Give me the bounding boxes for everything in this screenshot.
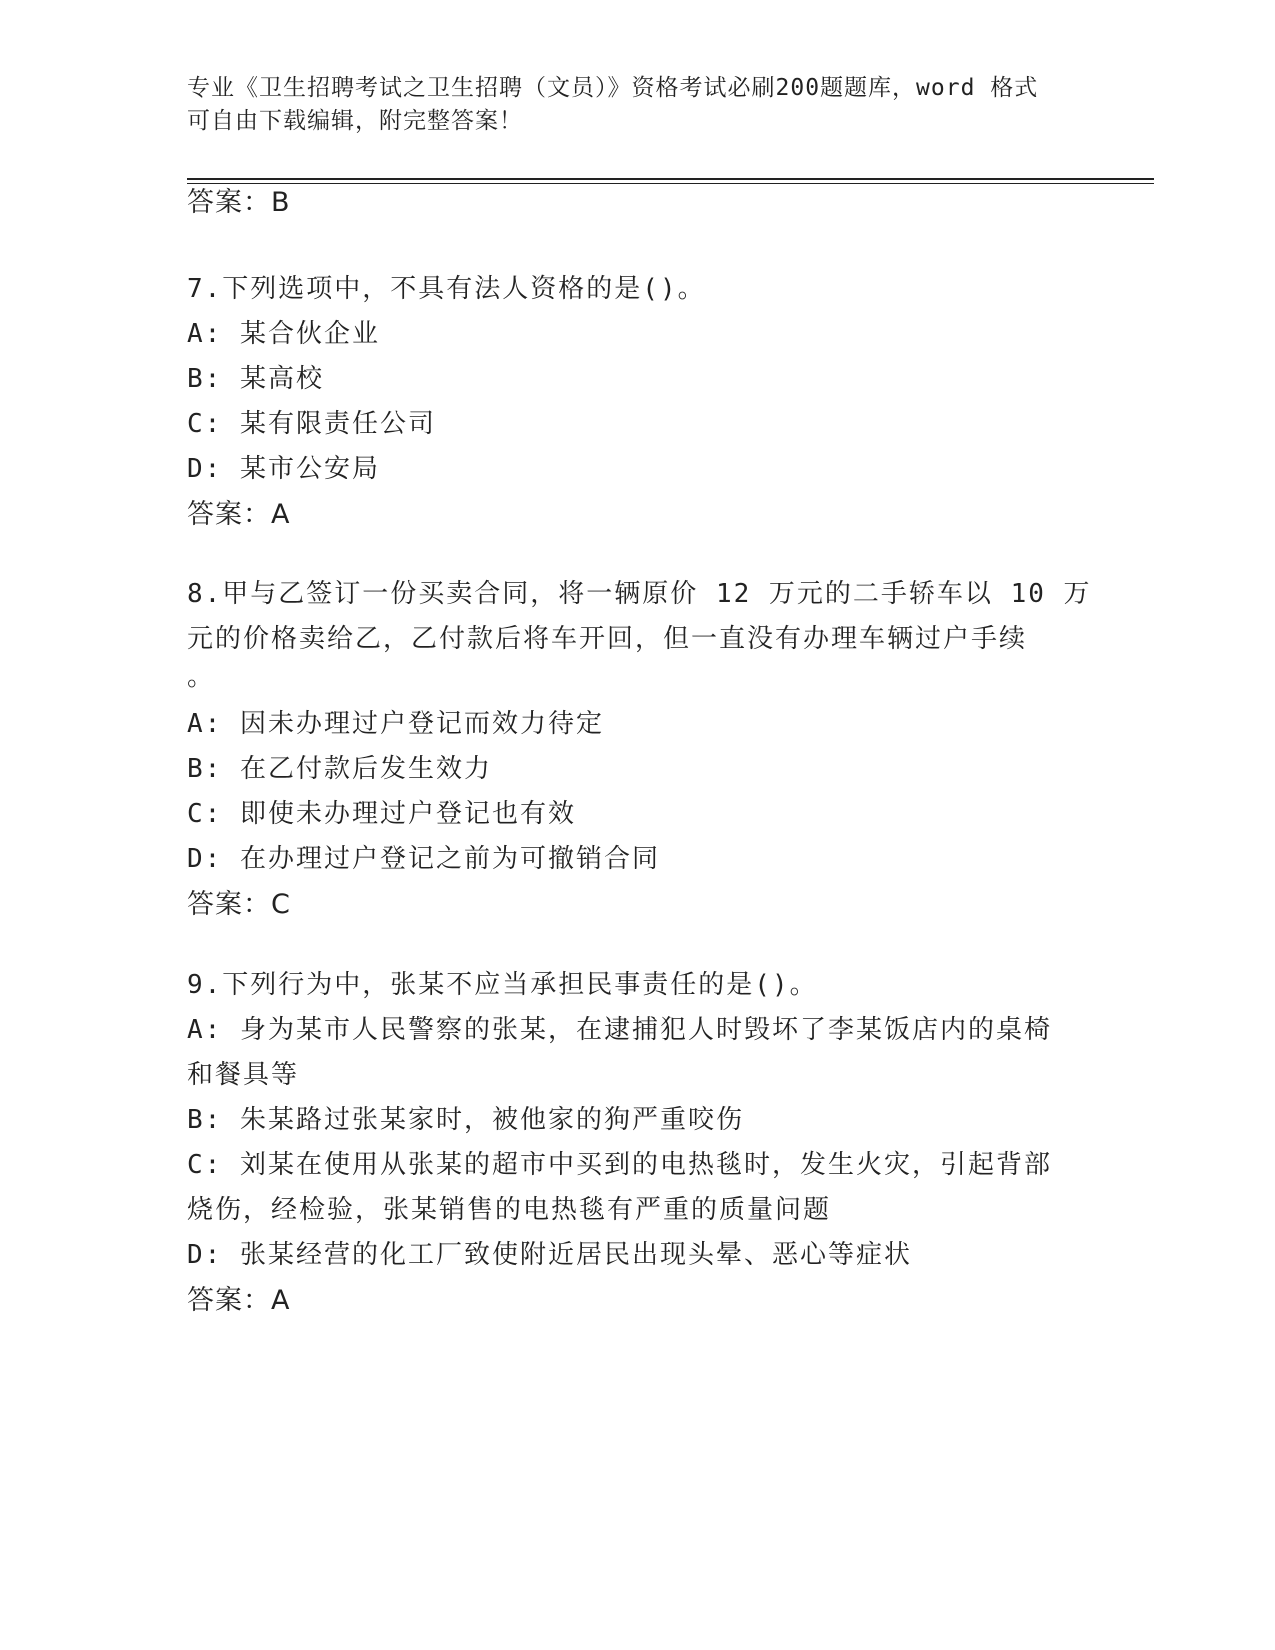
option-a-continued: 和餐具等	[187, 1060, 300, 1090]
previous-answer-block	[187, 180, 1087, 225]
option-c: C: 某有限责任公司	[187, 409, 436, 439]
header-line-1: 专业《卫生招聘考试之卫生招聘（文员）》资格考试必刷200题题库，word 格式	[187, 75, 1039, 101]
option-a: A: 身为某市人民警察的张某，在逮捕犯人时毁坏了李某饭店内的桌椅	[187, 1015, 1052, 1045]
answer-label: 答案：A	[187, 499, 291, 530]
question-8	[187, 572, 1092, 927]
question-text-line-2: 元的价格卖给乙，乙付款后将车开回，但一直没有办理车辆过户手续	[187, 624, 1028, 654]
option-d: D: 某市公安局	[187, 454, 380, 484]
question-9	[187, 963, 1087, 1323]
question-text: 9.下列行为中，张某不应当承担民事责任的是()。	[187, 970, 818, 1000]
option-c: C: 即使未办理过户登记也有效	[187, 799, 576, 829]
question-text-line-3: 。	[187, 662, 216, 692]
answer-label: 答案：B	[187, 187, 291, 218]
question-text: 7.下列选项中，不具有法人资格的是()。	[187, 274, 706, 304]
option-c: C: 刘某在使用从张某的超市中买到的电热毯时，发生火灾，引起背部	[187, 1150, 1052, 1180]
answer-label: 答案：C	[187, 889, 291, 920]
question-text-line-1: 8.甲与乙签订一份买卖合同，将一辆原价 12 万元的二手轿车以 10 万	[187, 579, 1092, 609]
option-b: B: 某高校	[187, 364, 324, 394]
answer-label: 答案：A	[187, 1285, 291, 1316]
header-line-2: 可自由下载编辑，附完整答案！	[187, 108, 523, 134]
option-a: A: 某合伙企业	[187, 319, 380, 349]
option-d: D: 张某经营的化工厂致使附近居民出现头晕、恶心等症状	[187, 1240, 912, 1270]
option-a: A: 因未办理过户登记而效力待定	[187, 709, 604, 739]
option-b: B: 朱某路过张某家时，被他家的狗严重咬伤	[187, 1105, 744, 1135]
option-d: D: 在办理过户登记之前为可撤销合同	[187, 844, 660, 874]
document-header	[187, 72, 1067, 138]
option-b: B: 在乙付款后发生效力	[187, 754, 492, 784]
question-7	[187, 267, 1087, 537]
option-c-continued: 烧伤，经检验，张某销售的电热毯有严重的质量问题	[187, 1195, 832, 1225]
